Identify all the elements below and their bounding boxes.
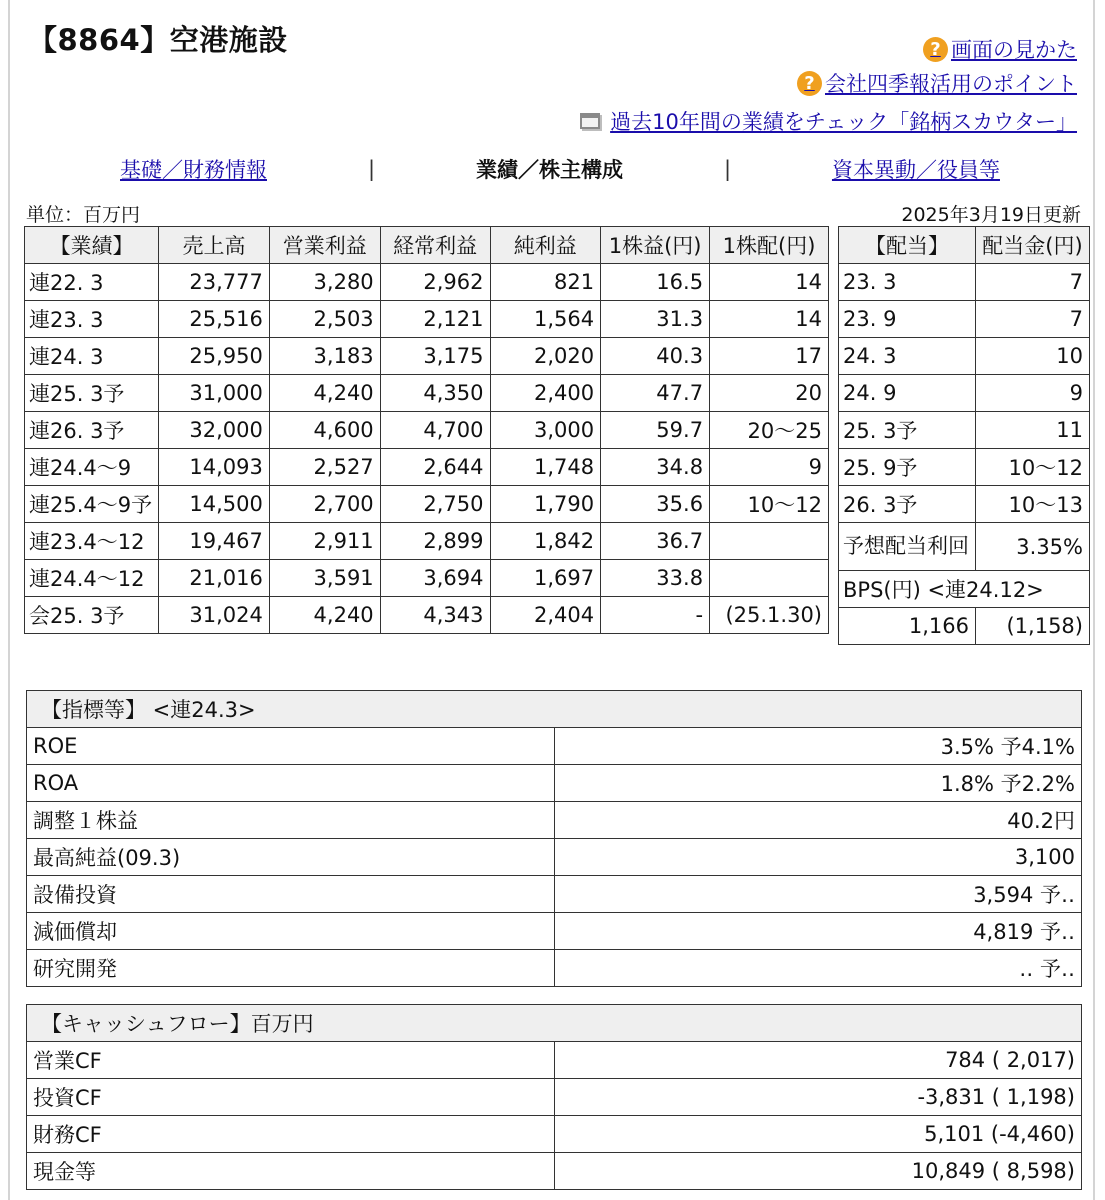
value-cell: 2,700 [269, 486, 380, 523]
value-cell: 20 [710, 375, 829, 412]
value-cell: 21,016 [159, 560, 270, 597]
performance-table [24, 226, 829, 634]
table-row [25, 486, 829, 523]
value-cell: 10 [976, 338, 1090, 375]
shikiho-tips-link-label[interactable]: 会社四季報活用のポイント [825, 72, 1077, 96]
value-cell: 2,911 [269, 523, 380, 560]
column-header: 経常利益 [380, 227, 490, 264]
metric-value: ‥ 予‥ [555, 950, 1082, 987]
table-row [25, 264, 829, 301]
updated-date: 2025年3月19日更新 [901, 204, 1081, 226]
value-cell: 2,644 [380, 449, 490, 486]
value-cell [710, 523, 829, 560]
value-cell: 14 [710, 301, 829, 338]
value-cell: 4,240 [269, 375, 380, 412]
column-header: 配当金(円) [976, 227, 1090, 264]
value-cell: 47.7 [601, 375, 710, 412]
table-row [25, 375, 829, 412]
table-row [839, 264, 1090, 301]
table-row [27, 1153, 1082, 1190]
bps-prior-value: (1,158) [976, 608, 1090, 645]
column-header: 営業利益 [269, 227, 380, 264]
metrics-header: 【指標等】 <連24.3> [27, 691, 1082, 728]
value-cell: 31,024 [159, 597, 270, 634]
value-cell: 10〜12 [976, 449, 1090, 486]
tab-bar [120, 154, 1000, 184]
page-title: 【8864】空港施設 [28, 23, 288, 57]
metrics-table-body [27, 728, 1082, 987]
table-row [27, 913, 1082, 950]
stock-scouter-link[interactable] [580, 102, 1077, 140]
bps-value: 1,166 [839, 608, 976, 645]
value-cell: 2,899 [380, 523, 490, 560]
period-cell: 連24.4〜9 [25, 449, 159, 486]
metric-value: 3,594 予‥ [555, 876, 1082, 913]
value-cell: 2,404 [490, 597, 601, 634]
value-cell: 14,500 [159, 486, 270, 523]
cashflow-label: 営業CF [27, 1042, 555, 1079]
period-cell: 連25.4〜9予 [25, 486, 159, 523]
window-icon [580, 113, 600, 129]
cashflow-value: 10,849 ( 8,598) [555, 1153, 1082, 1190]
value-cell: (25.1.30) [710, 597, 829, 634]
column-header: 売上高 [159, 227, 270, 264]
value-cell: 2,962 [380, 264, 490, 301]
period-cell: 連26. 3予 [25, 412, 159, 449]
value-cell: 10〜13 [976, 486, 1090, 523]
value-cell: 3,591 [269, 560, 380, 597]
period-cell: 連23.4〜12 [25, 523, 159, 560]
value-cell: 3,000 [490, 412, 601, 449]
column-header: 【業績】 [25, 227, 159, 264]
value-cell: 40.3 [601, 338, 710, 375]
value-cell: 14 [710, 264, 829, 301]
value-cell: 19,467 [159, 523, 270, 560]
performance-table-body [25, 264, 829, 634]
cashflow-value: -3,831 ( 1,198) [555, 1079, 1082, 1116]
table-row [839, 449, 1090, 486]
table-row [839, 523, 1090, 571]
period-cell: 連24. 3 [25, 338, 159, 375]
value-cell: 1,748 [490, 449, 601, 486]
value-cell [710, 560, 829, 597]
cashflow-value: 5,101 (-4,460) [555, 1116, 1082, 1153]
table-row [25, 449, 829, 486]
metric-label: ROE [27, 728, 555, 765]
value-cell: 32,000 [159, 412, 270, 449]
value-cell: 20〜25 [710, 412, 829, 449]
table-row [839, 301, 1090, 338]
value-cell: 2,400 [490, 375, 601, 412]
value-cell: 1,790 [490, 486, 601, 523]
period-cell: 会25. 3予 [25, 597, 159, 634]
value-cell: 35.6 [601, 486, 710, 523]
table-row [839, 375, 1090, 412]
value-cell: 2,750 [380, 486, 490, 523]
tab-separator: | [723, 157, 732, 181]
bps-label: BPS(円) <連24.12> [839, 571, 1090, 608]
column-header: 1株配(円) [710, 227, 829, 264]
value-cell: 17 [710, 338, 829, 375]
period-cell: 23. 3 [839, 264, 976, 301]
value-cell: 34.8 [601, 449, 710, 486]
stock-scouter-link-label[interactable]: 過去10年間の業績をチェック「銘柄スカウター」 [610, 110, 1077, 134]
value-cell: 1,842 [490, 523, 601, 560]
cashflow-panel [26, 1004, 1082, 1190]
metric-value: 40.2円 [555, 802, 1082, 839]
period-cell: 23. 9 [839, 301, 976, 338]
value-cell: 1,697 [490, 560, 601, 597]
table-row [25, 412, 829, 449]
value-cell: 2,020 [490, 338, 601, 375]
value-cell: 25,516 [159, 301, 270, 338]
metrics-panel [26, 690, 1082, 987]
metric-label: 調整１株益 [27, 802, 555, 839]
value-cell: 3,183 [269, 338, 380, 375]
table-row [27, 1042, 1082, 1079]
tab-separator: | [367, 157, 376, 181]
table-row [839, 412, 1090, 449]
value-cell: 4,600 [269, 412, 380, 449]
value-cell: 3,694 [380, 560, 490, 597]
period-cell: 24. 9 [839, 375, 976, 412]
help-links [580, 30, 1077, 140]
value-cell: 2,121 [380, 301, 490, 338]
metric-label: ROA [27, 765, 555, 802]
table-row [27, 765, 1082, 802]
table-row [25, 301, 829, 338]
value-cell: 4,240 [269, 597, 380, 634]
value-cell: 3,280 [269, 264, 380, 301]
value-cell: 4,343 [380, 597, 490, 634]
table-row [27, 728, 1082, 765]
period-cell: 25. 3予 [839, 412, 976, 449]
table-row [25, 338, 829, 375]
value-cell: 7 [976, 301, 1090, 338]
tab-basic-financial[interactable]: 基礎／財務情報 [120, 158, 267, 182]
value-cell: 2,527 [269, 449, 380, 486]
screen-guide-link[interactable] [580, 30, 1077, 68]
period-cell: 連22. 3 [25, 264, 159, 301]
value-cell: 4,700 [380, 412, 490, 449]
table-row [25, 523, 829, 560]
value-cell: 4,350 [380, 375, 490, 412]
table-row [25, 560, 829, 597]
question-icon: ? [797, 71, 822, 96]
period-cell: 連24.4〜12 [25, 560, 159, 597]
table-row [27, 802, 1082, 839]
value-cell: 36.7 [601, 523, 710, 560]
value-cell: 2,503 [269, 301, 380, 338]
value-cell: 821 [490, 264, 601, 301]
value-cell: 33.8 [601, 560, 710, 597]
metric-value: 1.8% 予2.2% [555, 765, 1082, 802]
table-row [839, 571, 1090, 608]
value-cell: 59.7 [601, 412, 710, 449]
table-row [27, 1079, 1082, 1116]
period-cell: 25. 9予 [839, 449, 976, 486]
cashflow-value: 784 ( 2,017) [555, 1042, 1082, 1079]
metric-value: 4,819 予‥ [555, 913, 1082, 950]
value-cell: 1,564 [490, 301, 601, 338]
period-cell: 連25. 3予 [25, 375, 159, 412]
value-cell: 9 [710, 449, 829, 486]
value-cell: 9 [976, 375, 1090, 412]
table-row [27, 950, 1082, 987]
cashflow-label: 投資CF [27, 1079, 555, 1116]
table-row [27, 1116, 1082, 1153]
table-row [27, 876, 1082, 913]
cashflow-label: 現金等 [27, 1153, 555, 1190]
table-row [839, 486, 1090, 523]
table-row [27, 839, 1082, 876]
metric-label: 研究開発 [27, 950, 555, 987]
period-cell: 24. 3 [839, 338, 976, 375]
question-icon: ? [923, 37, 948, 62]
metric-value: 3.5% 予4.1% [555, 728, 1082, 765]
table-header-row [839, 227, 1090, 264]
table-row [839, 608, 1090, 645]
value-cell: 23,777 [159, 264, 270, 301]
cashflow-table-body [27, 1042, 1082, 1190]
cashflow-header: 【キャッシュフロー】百万円 [27, 1005, 1082, 1042]
value-cell: 11 [976, 412, 1090, 449]
column-header: 1株益(円) [601, 227, 710, 264]
tab-capital-officers[interactable]: 資本異動／役員等 [831, 158, 1000, 182]
shikiho-tips-link[interactable] [580, 64, 1077, 102]
left-frame-border [8, 0, 10, 1200]
value-cell: 31,000 [159, 375, 270, 412]
metric-label: 設備投資 [27, 876, 555, 913]
unit-label: 単位：百万円 [26, 204, 141, 226]
table-row [839, 338, 1090, 375]
period-cell: 26. 3予 [839, 486, 976, 523]
right-frame-border [1093, 0, 1095, 1200]
table-row [25, 597, 829, 634]
metrics-table [26, 690, 1082, 987]
period-cell: 連23. 3 [25, 301, 159, 338]
dividend-yield-label: 予想配当利回 [839, 523, 976, 571]
metric-label: 最高純益(09.3) [27, 839, 555, 876]
value-cell: 14,093 [159, 449, 270, 486]
tab-performance-shareholders: 業績／株主構成 [475, 158, 623, 182]
metric-value: 3,100 [555, 839, 1082, 876]
table-header-row [25, 227, 829, 264]
value-cell: 31.3 [601, 301, 710, 338]
value-cell: 16.5 [601, 264, 710, 301]
dividend-table [838, 226, 1090, 645]
column-header: 純利益 [490, 227, 601, 264]
screen-guide-link-label[interactable]: 画面の見かた [951, 38, 1077, 62]
cashflow-table [26, 1004, 1082, 1190]
column-header: 【配当】 [839, 227, 976, 264]
metric-label: 減価償却 [27, 913, 555, 950]
value-cell: 3,175 [380, 338, 490, 375]
dividend-table-body [839, 264, 1090, 523]
cashflow-label: 財務CF [27, 1116, 555, 1153]
dividend-yield-value: 3.35% [976, 523, 1090, 571]
value-cell: 25,950 [159, 338, 270, 375]
value-cell: 7 [976, 264, 1090, 301]
value-cell: - [601, 597, 710, 634]
value-cell: 10〜12 [710, 486, 829, 523]
